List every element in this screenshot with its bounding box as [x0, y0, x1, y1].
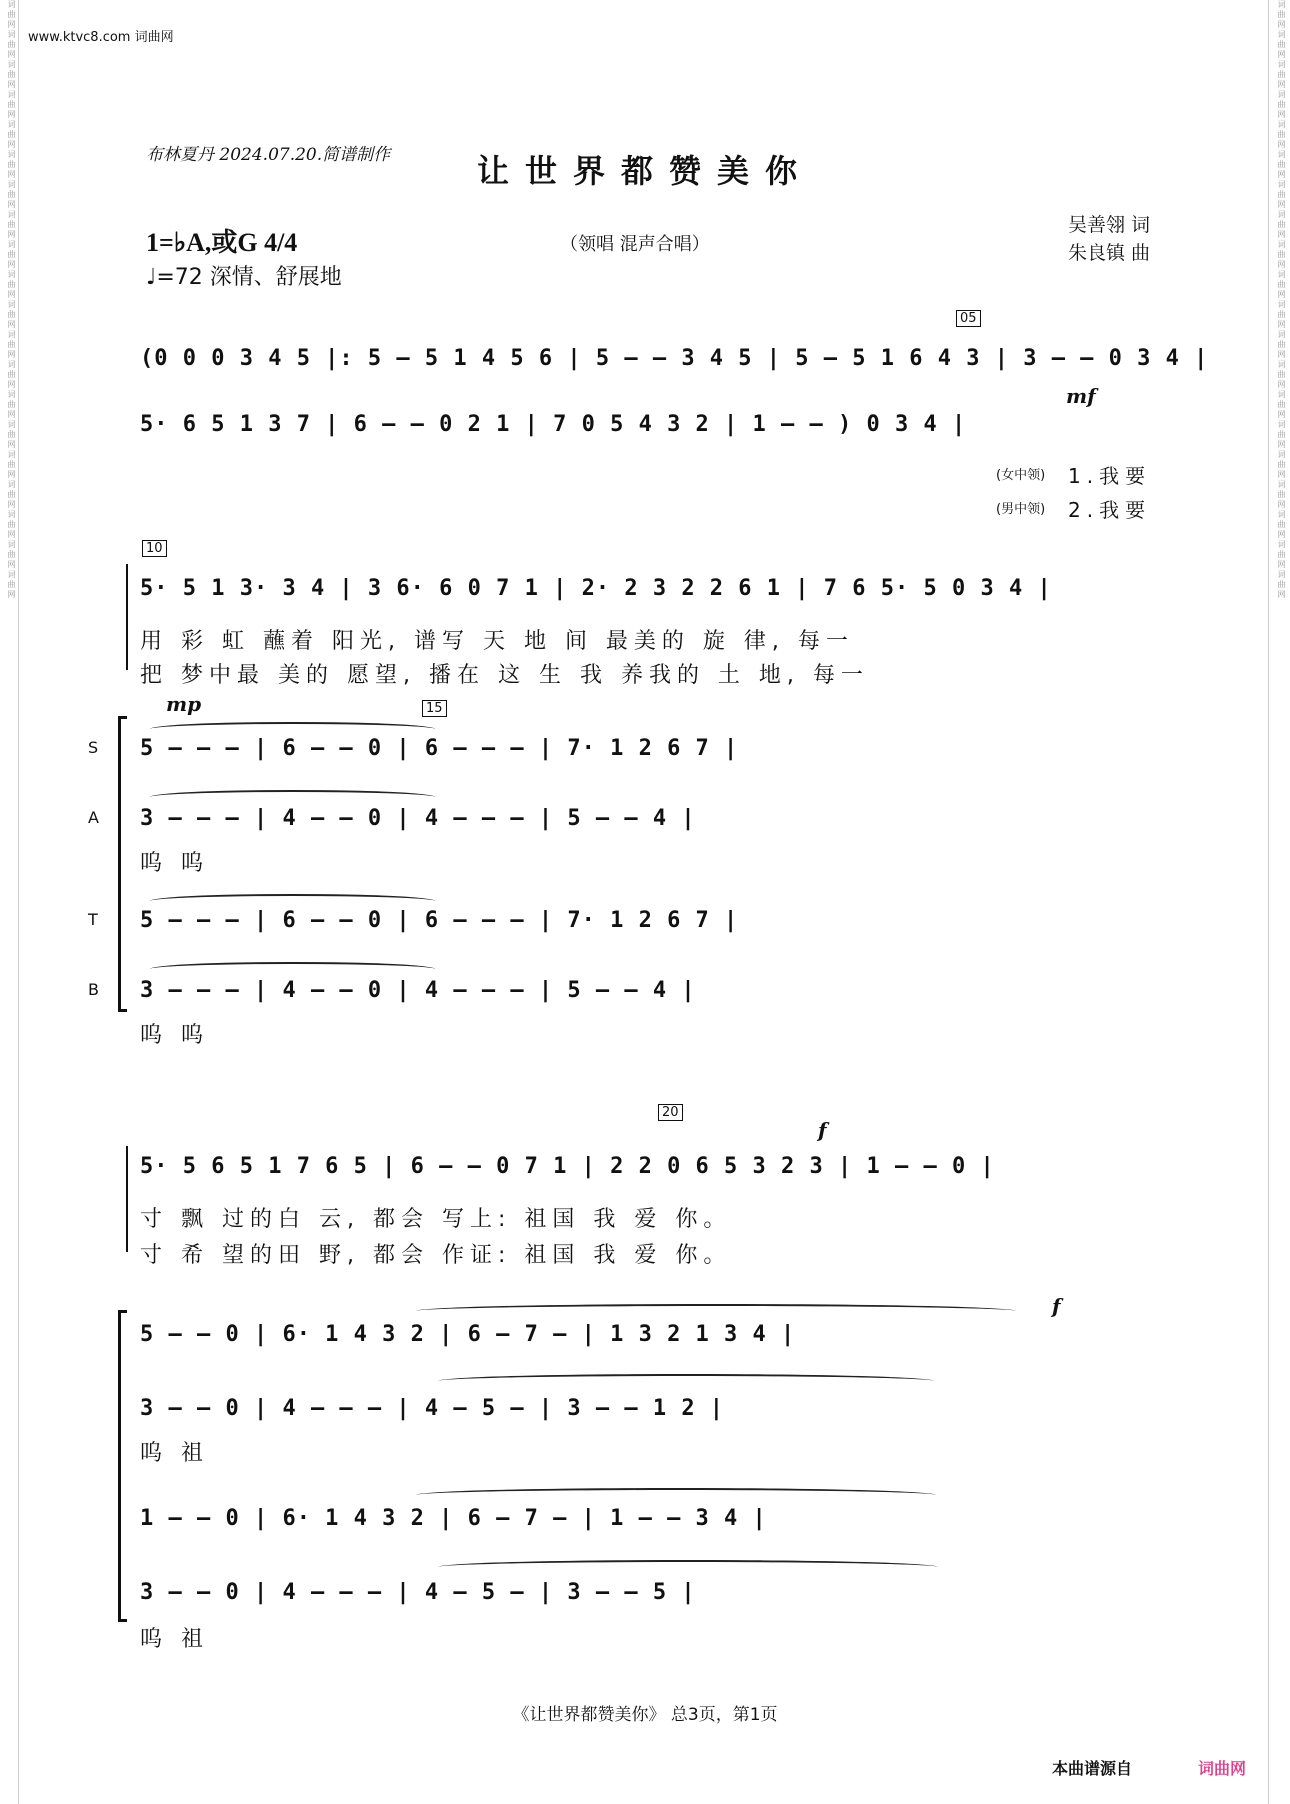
alto-lyric: 呜 呜: [140, 851, 209, 876]
composer: 朱良镇 曲: [1067, 242, 1150, 264]
site-url: www.ktvc8.com 词曲网: [28, 30, 174, 45]
male-lead-label: (男中领): [996, 502, 1046, 517]
choir-brace: [118, 1310, 127, 1622]
lead-line-1: 1.我要: [1068, 464, 1152, 488]
tempo-marking: ♩=72 深情、舒展地: [146, 265, 342, 290]
slur: [438, 1560, 938, 1574]
slur: [416, 1488, 936, 1502]
choir-brace: [118, 716, 127, 1012]
part-label-a: A: [88, 808, 99, 827]
rehearsal-mark-15: 15: [422, 700, 447, 717]
system-line: [126, 1146, 128, 1252]
lyricist: 吴善翎 词: [1067, 214, 1150, 236]
bass-line: 3 – – – | 4 – – 0 | 4 – – – | 5 – – 4 |: [140, 978, 696, 1003]
rehearsal-mark-20: 20: [658, 1104, 683, 1121]
part-label-s: S: [88, 738, 99, 757]
dynamic-f: f: [1052, 1294, 1061, 1318]
dynamic-mp: mp: [166, 692, 202, 716]
tenor-line: 5 – – – | 6 – – 0 | 6 – – – | 7· 1 2 6 7 |: [140, 908, 739, 933]
slur: [150, 722, 435, 736]
slur: [416, 1304, 1016, 1318]
lyric-verse-1: 寸 飘 过的白 云, 都会 写上: 祖国 我 爱 你。: [140, 1207, 732, 1232]
bass-line: 3 – – 0 | 4 – – – | 4 – 5 – | 3 – – 5 |: [140, 1580, 696, 1605]
source-site-link[interactable]: 词曲网: [1198, 1759, 1247, 1778]
left-watermark: 词曲网词曲网词曲网词曲网词曲网词曲网词曲网词曲网词曲网词曲网词曲网词曲网词曲网词曲网词曲网词曲网词曲网词曲网词曲网词曲网: [7, 0, 16, 600]
soprano-line: 5 – – 0 | 6· 1 4 3 2 | 6 – 7 – | 1 3 2 1 3 4 |: [140, 1322, 796, 1347]
lyric-verse-2: 把 梦中最 美的 愿望, 播在 这 生 我 养我的 土 地, 每一: [140, 663, 869, 688]
intro-line-2: 5· 6 5 1 3 7 | 6 – – 0 2 1 | 7 0 5 4 3 2 | 1 – – ) 0 3 4 |: [140, 412, 967, 437]
bass-lyric: 呜 呜: [140, 1023, 209, 1048]
key-signature: 1=♭A,或G 4/4: [146, 228, 298, 257]
alto-line: 3 – – – | 4 – – 0 | 4 – – – | 5 – – 4 |: [140, 806, 696, 831]
bass-lyric: 呜 祖: [140, 1627, 209, 1652]
tenor-line: 1 – – 0 | 6· 1 4 3 2 | 6 – 7 – | 1 – – 3 4 |: [140, 1506, 767, 1531]
part-label-t: T: [88, 910, 98, 929]
lyric-verse-1: 用 彩 虹 蘸着 阳光, 谱写 天 地 间 最美的 旋 律, 每一: [140, 629, 854, 654]
rehearsal-mark-05: 05: [956, 310, 981, 327]
lead-line-2: 2.我要: [1068, 498, 1152, 522]
right-rule: [1268, 0, 1269, 1804]
performance-note: （领唱 混声合唱）: [560, 234, 710, 255]
slur: [150, 790, 435, 804]
alto-lyric: 呜 祖: [140, 1441, 209, 1466]
part-label-b: B: [88, 980, 99, 999]
system-line: [126, 564, 128, 670]
dynamic-mf: mf: [1066, 384, 1096, 408]
alto-line: 3 – – 0 | 4 – – – | 4 – 5 – | 3 – – 1 2 |: [140, 1396, 725, 1421]
dynamic-f: f: [818, 1118, 827, 1142]
page-footer: 《让世界都赞美你》 总3页，第1页: [512, 1705, 778, 1725]
slur: [150, 894, 435, 908]
slur: [150, 962, 435, 976]
source-label: 本曲谱源自: [1052, 1759, 1133, 1778]
soprano-line: 5 – – – | 6 – – 0 | 6 – – – | 7· 1 2 6 7 |: [140, 736, 739, 761]
melody-line: 5· 5 1 3· 3 4 | 3 6· 6 0 7 1 | 2· 2 3 2 2 6 1 | 7 6 5· 5 0 3 4 |: [140, 576, 1052, 601]
score-maker: 布林夏丹 2024.07.20.简谱制作: [146, 145, 391, 165]
right-watermark: 词曲网词曲网词曲网词曲网词曲网词曲网词曲网词曲网词曲网词曲网词曲网词曲网词曲网词曲网词曲网词曲网词曲网词曲网词曲网词曲网: [1277, 0, 1286, 600]
female-lead-label: (女中领): [996, 468, 1046, 483]
lyric-verse-2: 寸 希 望的田 野, 都会 作证: 祖国 我 爱 你。: [140, 1243, 732, 1268]
slur: [438, 1374, 934, 1388]
rehearsal-mark-10: 10: [142, 540, 167, 557]
melody-line: 5· 5 6 5 1 7 6 5 | 6 – – 0 7 1 | 2 2 0 6 5 3 2 3 | 1 – – 0 |: [140, 1154, 995, 1179]
page-title: 让世界都赞美你: [476, 152, 813, 190]
intro-line-1: (0 0 0 3 4 5 |: 5 – 5 1 4 5 6 | 5 – – 3 4 5 | 5 – 5 1 6 4 3 | 3 – – 0 3 4 |: [140, 346, 1209, 371]
left-rule: [18, 0, 19, 1804]
